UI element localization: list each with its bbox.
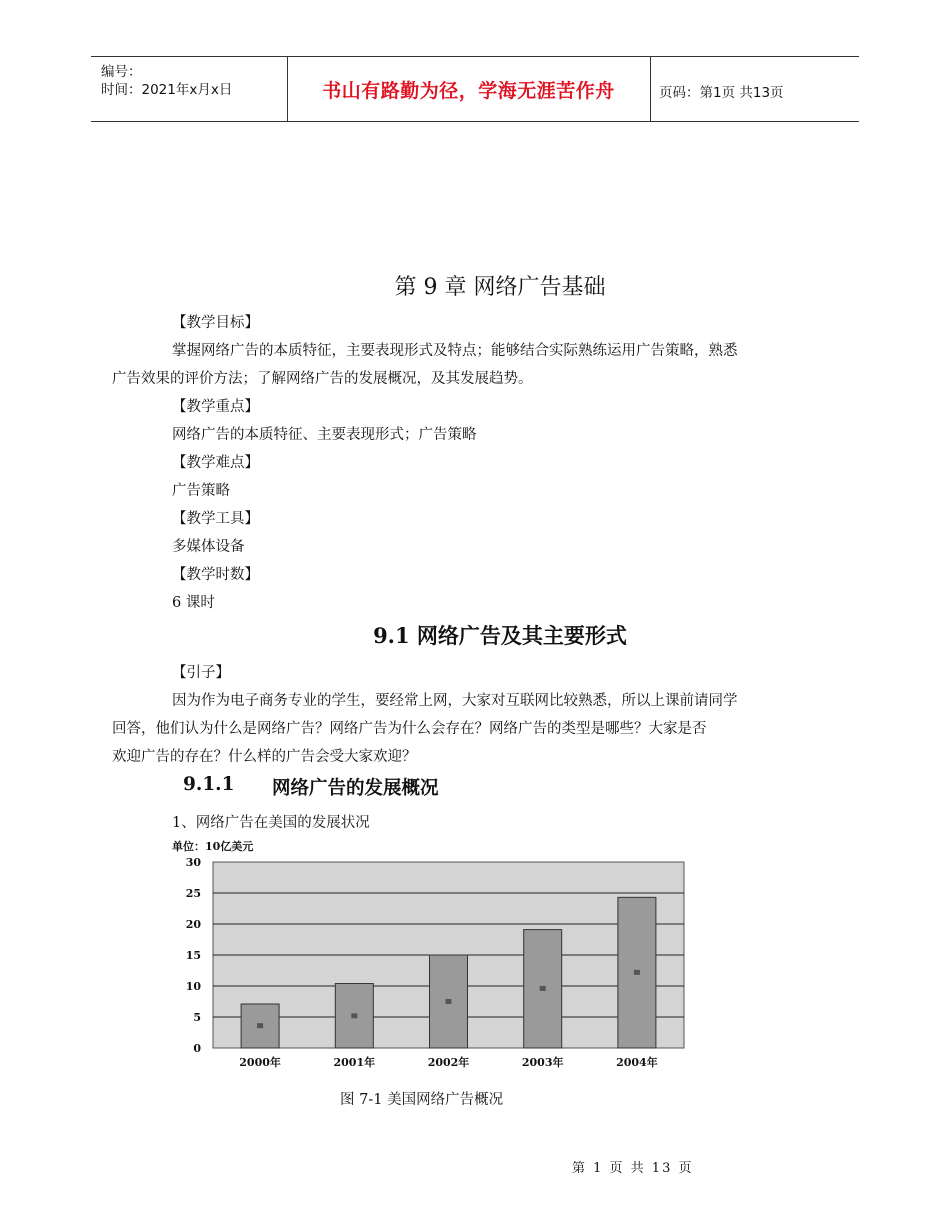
y-tick-label: 5	[193, 1011, 201, 1024]
intro-line-1: 因为作为电子商务专业的学生，要经常上网，大家对互联网比较熟悉，所以上课前请同学	[172, 693, 738, 709]
bar-marker	[351, 1013, 357, 1018]
header-page-info: 页码：第1页 共13页	[659, 85, 784, 101]
y-tick-label: 10	[185, 980, 201, 993]
section-title: 9.1 网络广告及其主要形式	[373, 623, 627, 648]
x-tick-label: 2000年	[239, 1056, 281, 1069]
bar-marker	[634, 970, 640, 975]
header-motto: 书山有路勤为径，学海无涯苦作舟	[322, 79, 615, 102]
y-tick-label: 30	[185, 856, 201, 869]
bar-marker	[257, 1023, 263, 1028]
item-1: 1、网络广告在美国的发展状况	[172, 815, 370, 831]
y-tick-label: 15	[185, 949, 201, 962]
intro-line-2: 回答，他们认为什么是网络广告？网络广告为什么会存在？网络广告的类型是哪些？大家是否	[112, 721, 707, 737]
y-tick-label: 20	[185, 918, 201, 931]
header-time-label: 时间：2021年x月x日	[101, 82, 233, 98]
intro-heading: 【引子】	[172, 665, 230, 681]
y-tick-label: 0	[193, 1042, 201, 1055]
x-tick-label: 2003年	[521, 1056, 564, 1069]
goal-line-1: 掌握网络广告的本质特征，主要表现形式及特点；能够结合实际熟练运用广告策略，熟悉	[172, 343, 738, 359]
goal-line-2: 广告效果的评价方法；了解网络广告的发展概况，及其发展趋势。	[112, 371, 533, 387]
bar-marker	[446, 999, 452, 1004]
goal-heading: 【教学目标】	[172, 315, 259, 331]
tools-heading: 【教学工具】	[172, 511, 259, 527]
key-text: 网络广告的本质特征、主要表现形式；广告策略	[172, 427, 477, 443]
y-tick-label: 25	[185, 887, 201, 900]
subsection-title: 网络广告的发展概况	[272, 778, 439, 799]
figure-caption: 图 7-1 美国网络广告概况	[340, 1092, 504, 1108]
key-heading: 【教学重点】	[172, 399, 259, 415]
x-tick-label: 2002年	[427, 1056, 470, 1069]
x-tick-label: 2001年	[333, 1056, 376, 1069]
bar-marker	[540, 986, 546, 991]
intro-line-3: 欢迎广告的存在？什么样的广告会受大家欢迎？	[112, 749, 417, 765]
header-divider-right	[650, 56, 651, 122]
subsection-number: 9.1.1	[183, 774, 235, 795]
difficulty-text: 广告策略	[172, 483, 230, 499]
hours-text: 6 课时	[172, 595, 215, 611]
chart-unit-label: 单位：10亿美元	[172, 840, 254, 853]
tools-text: 多媒体设备	[172, 539, 245, 555]
difficulty-heading: 【教学难点】	[172, 455, 259, 471]
hours-heading: 【教学时数】	[172, 567, 259, 583]
header-number-label: 编号：	[101, 64, 142, 80]
bar-chart	[170, 838, 700, 1078]
page-footer: 第 1 页 共 13 页	[572, 1161, 694, 1176]
x-tick-label: 2004年	[616, 1056, 658, 1069]
chapter-title: 第 9 章 网络广告基础	[394, 275, 606, 300]
